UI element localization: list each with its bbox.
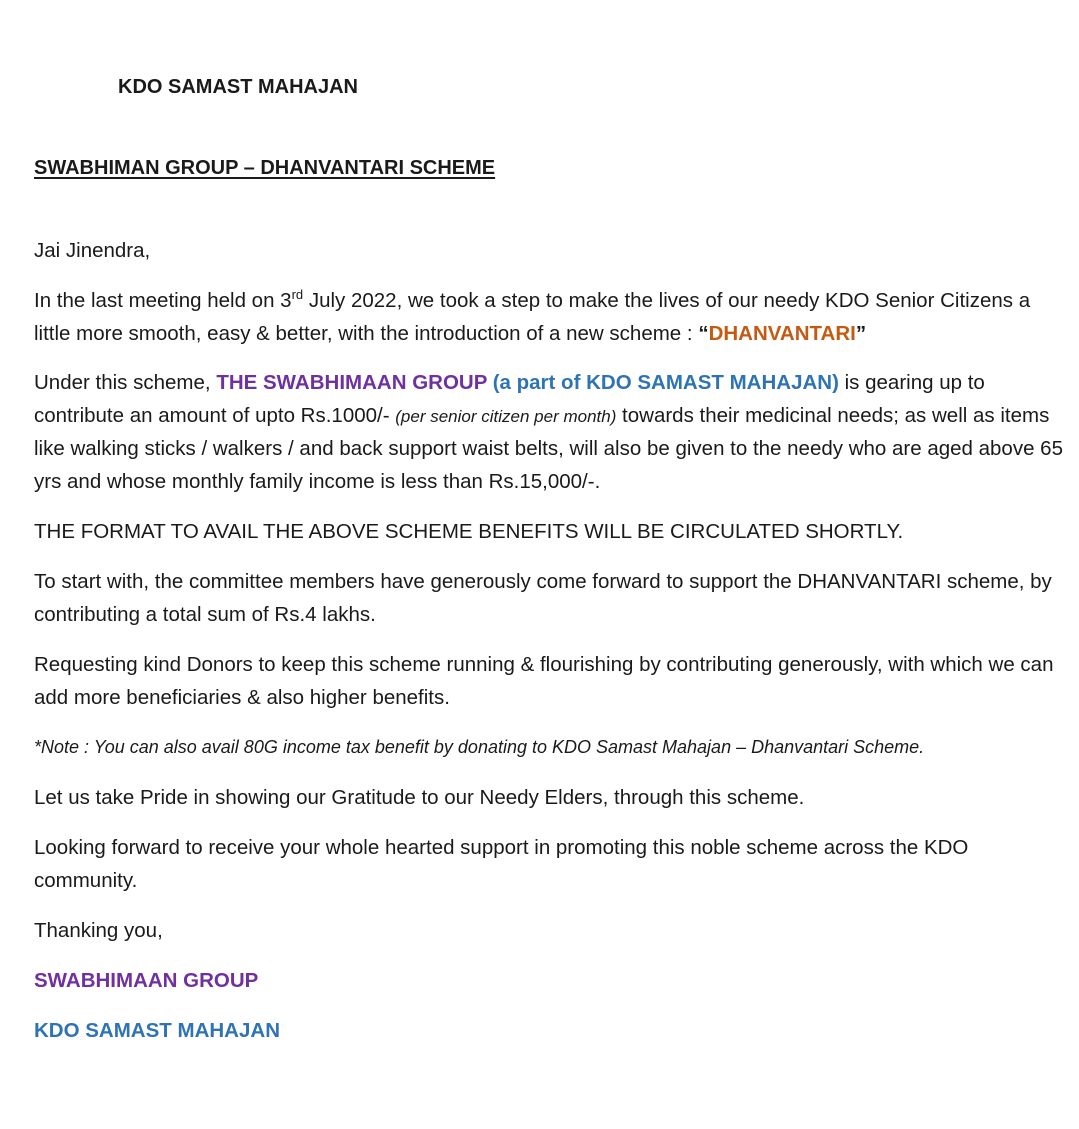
scheme-name-highlight: DHANVANTARI [708, 321, 856, 345]
signature-organization: KDO SAMAST MAHAJAN [34, 1019, 280, 1042]
quote-close: ” [855, 321, 867, 345]
greeting: Jai Jinendra, [34, 239, 151, 262]
p1-after-date: July 2022, we took a step to make the lives of our needy KDO Senior Citizens a little more smooth, easy & better, with the introduction of a new scheme : [34, 289, 1031, 345]
paragraph-scheme-details [34, 367, 1070, 498]
paragraph-committee: To start with, the committee members have generously come forward to support the DHANVANTARI scheme, by contributing a total sum of Rs.4 lakhs. [34, 570, 1052, 626]
p1-date-suffix: rd [291, 287, 304, 303]
quote-open: “ [698, 321, 709, 345]
paragraph-donors: Requesting kind Donors to keep this scheme running & flourishing by contributing generously, with which we can add more beneficiaries & also higher benefits. [34, 653, 1054, 709]
paragraph-pride: Let us take Pride in showing our Gratitude to our Needy Elders, through this scheme. [34, 786, 805, 809]
signature-group: SWABHIMAAN GROUP [34, 969, 259, 992]
organization-header: KDO SAMAST MAHAJAN [118, 76, 358, 98]
tax-note: *Note : You can also avail 80G income tax benefit by donating to KDO Samast Mahajan – Dhanvantari Scheme. [34, 737, 925, 757]
paragraph-format-notice: THE FORMAT TO AVAIL THE ABOVE SCHEME BENEFITS WILL BE CIRCULATED SHORTLY. [34, 520, 904, 543]
p2-body-1: is gearing up to contribute an amount of upto Rs.1000/- [34, 371, 985, 427]
per-citizen-note: (per senior citizen per month) [395, 406, 617, 426]
group-name-highlight: THE SWABHIMAAN GROUP [216, 371, 487, 394]
p2-intro: Under this scheme, [34, 371, 217, 394]
p2-body-2: towards their medicinal needs; as well as items like walking sticks / walkers / and back support waist belts, will also be given to the needy who are aged above 65 yrs and whose monthly family income is less than Rs.15,000/-. [34, 403, 1063, 493]
paragraph-support: Looking forward to receive your whole hearted support in promoting this noble scheme across the KDO community. [34, 836, 969, 892]
scheme-title: SWABHIMAN GROUP – DHANVANTARI SCHEME [34, 157, 496, 179]
part-of-highlight: (a part of KDO SAMAST MAHAJAN) [487, 371, 839, 394]
closing: Thanking you, [34, 919, 163, 942]
p1-before-date: In the last meeting held on 3 [34, 289, 292, 312]
paragraph-meeting [34, 285, 1070, 350]
